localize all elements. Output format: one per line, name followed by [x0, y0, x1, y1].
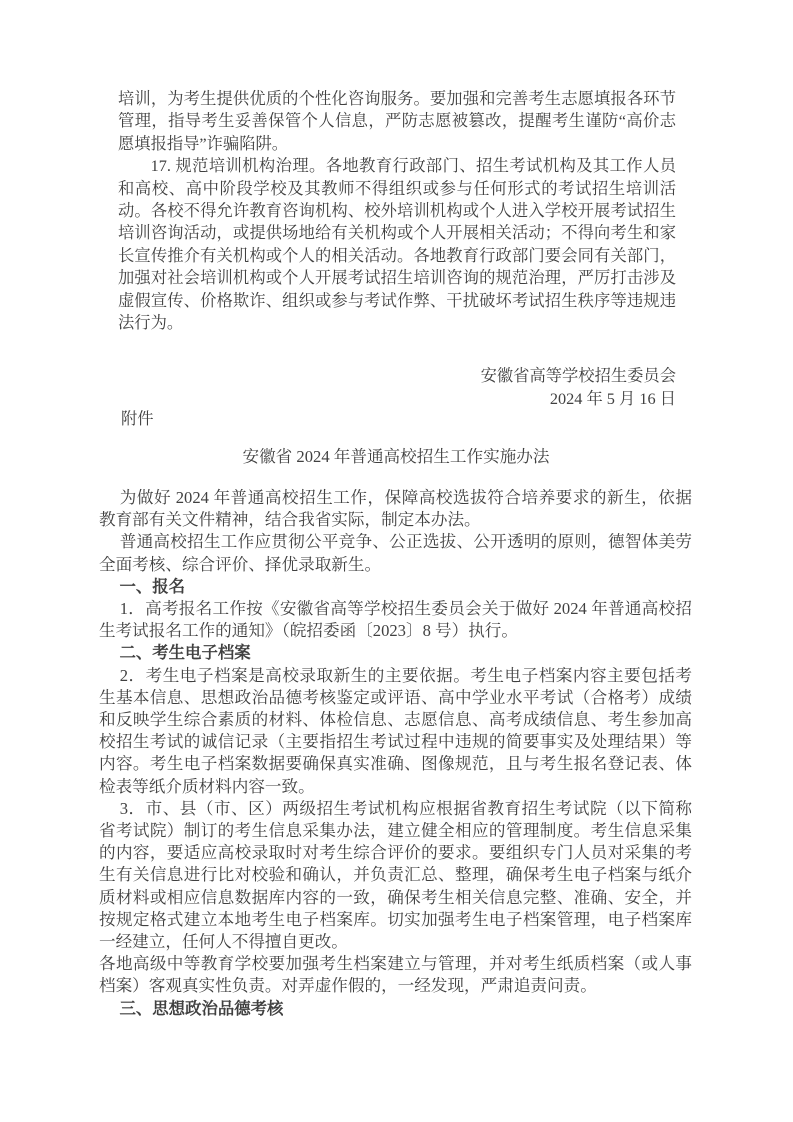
paragraph: 17. 规范培训机构治理。各地教育行政部门、招生考试机构及其工作人员和高校、高中阶段学校及其教师不得组织或参与任何形式的考试招生培训活动。各校不得允许教育咨询机构、校外培训机构或个人进入学校开展考试招生培训咨询活动，或提供场地给有关机构或个人开展相关活动；不得向考生和家长宣传推介有关机构或个人的相关活动。各地教育行政部门要会同有关部门，加强对社会培训机构或个人开展考试招生培训咨询的规范治理，严厉打击涉及虚假宣传、价格欺诈、组织或参与考试作弊、干扰破坏考试招生秩序等违规违法行为。	[118, 156, 676, 333]
section-heading: 三、思想政治品德考核	[119, 999, 284, 1018]
attachment-title: 安徽省 2024 年普通高校招生工作实施办法	[242, 447, 550, 466]
attachment-body	[99, 487, 692, 1020]
signature-org: 安徽省高等学校招生委员会	[480, 366, 676, 386]
letter-body	[118, 88, 676, 410]
signature-block	[118, 365, 676, 410]
paragraph: 普通高校招生工作应贯彻公平竞争、公正选拔、公开透明的原则，德智体美劳全面考核、综合评价、择优录取新生。	[99, 532, 692, 574]
paragraph: 培训，为考生提供优质的个性化咨询服务。要加强和完善考生志愿填报各环节管理，指导考生妥善保管个人信息，严防志愿被篡改，提醒考生谨防“高价志愿填报指导”诈骗陷阱。	[118, 89, 676, 153]
paragraph: 2．考生电子档案是高校录取新生的主要依据。考生电子档案内容主要包括考生基本信息、思想政治品德考核鉴定或评语、高中学业水平考试（合格考）成绩和反映学生综合素质的材料、体检信息、志愿信息、高考成绩信息、考生参加高校招生考试的诚信记录（主要指招生考试过程中违规的简要事实及处理结果）等内容。考生电子档案数据要确保真实准确、图像规范，且与考生报名登记表、体检表等纸介质材料内容一致。	[99, 665, 692, 796]
signature-date: 2024 年 5 月 16 日	[549, 388, 676, 408]
paragraph: 各地高级中等教育学校要加强考生档案建立与管理，并对考生纸质档案（或人事档案）客观真实性负责。对弄虚作假的，一经发现，严肃追责问责。	[99, 954, 692, 996]
attachment-label: 附件	[121, 409, 154, 428]
section-heading: 二、考生电子档案	[119, 644, 251, 663]
section-heading: 一、报名	[119, 577, 186, 596]
paragraph: 3．市、县（市、区）两级招生考试机构应根据省教育招生考试院（以下简称省考试院）制订的考生信息采集办法，建立健全相应的管理制度。考生信息采集的内容，要适应高校录取时对考生综合评价的要求。要组织专门人员对采集的考生有关信息进行比对校验和确认，并负责汇总、整理，确保考生电子档案与纸介质材料或相应信息数据库内容的一致，确保考生相关信息完整、准确、安全，并按规定格式建立本地考生电子档案库。切实加强考生电子档案管理，电子档案库一经建立，任何人不得擅自更改。	[99, 798, 692, 952]
paragraph: 1．高考报名工作按《安徽省高等学校招生委员会关于做好 2024 年普通高校招生考试报名工作的通知》（皖招委函〔2023〕8 号）执行。	[99, 599, 692, 641]
paragraph: 为做好 2024 年普通高校招生工作，保障高校选拔符合培养要求的新生，依据教育部有关文件精神，结合我省实际，制定本办法。	[99, 488, 692, 530]
letter-paragraphs	[118, 88, 676, 334]
